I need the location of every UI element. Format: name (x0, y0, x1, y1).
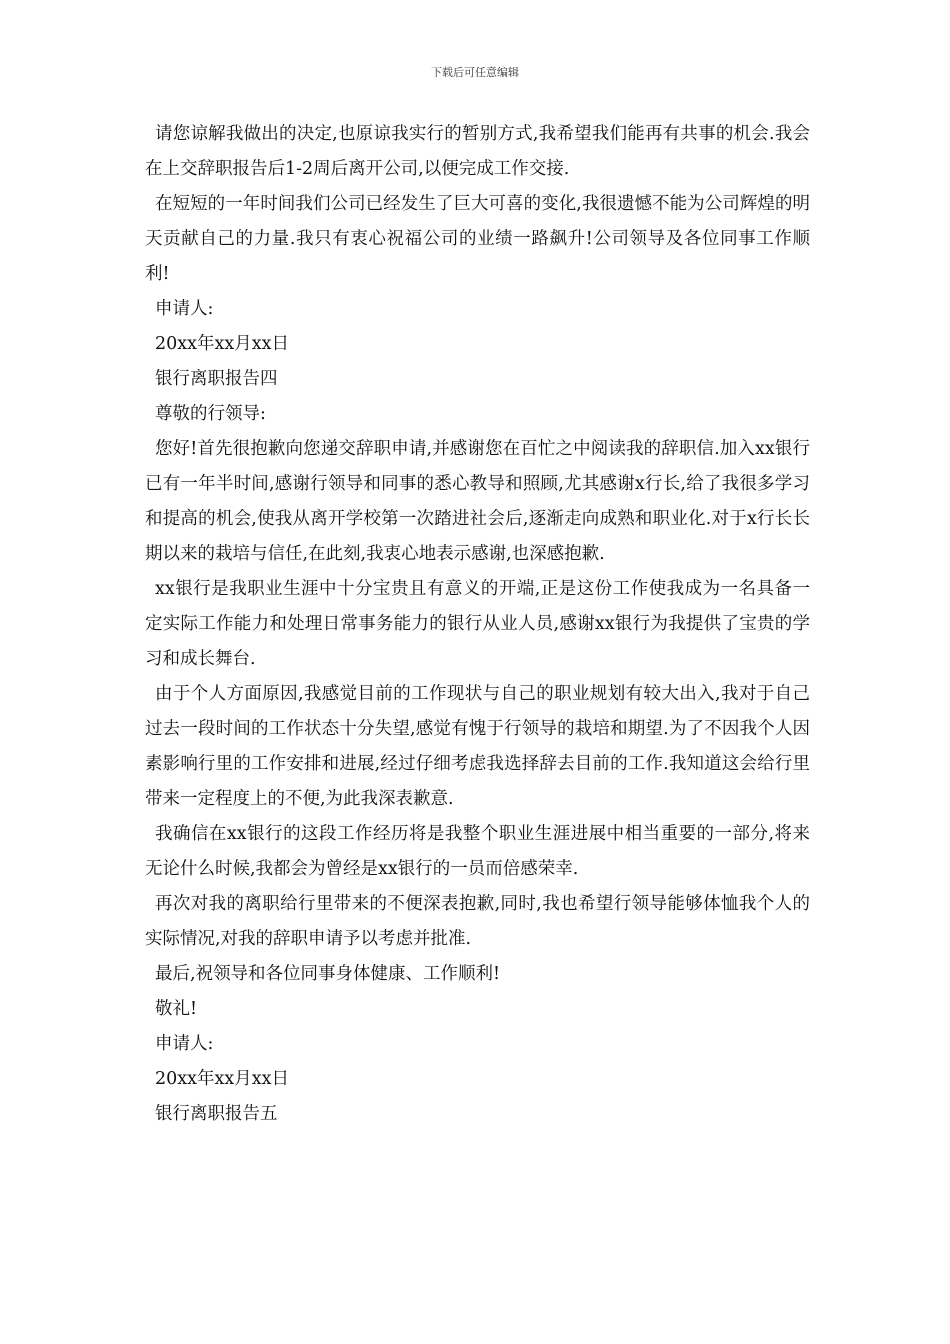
section-title-four: 银行离职报告四 (155, 369, 278, 389)
paragraph-request: 再次对我的离职给行里带来的不便深表抱歉,同时,我也希望行领导能够体恤我个人的实际情况,对我的辞职申请予以考虑并批准. (145, 894, 810, 949)
applicant-label-2: 申请人: (155, 1034, 214, 1054)
page-header-note: 下载后可任意编辑 (431, 66, 519, 79)
section-title-five: 银行离职报告五 (155, 1104, 278, 1124)
date-line: 20xx年xx月xx日 (155, 334, 289, 354)
paragraph-apology: 请您谅解我做出的决定,也原谅我实行的暂别方式,我希望我们能再有共事的机会.我会在上交辞职报告后1-2周后离开公司,以便完成工作交接. (145, 124, 810, 179)
document-body (145, 117, 810, 1132)
paragraph-experience: 我确信在xx银行的这段工作经历将是我整个职业生涯进展中相当重要的一部分,将来无论什么时候,我都会为曾经是xx银行的一员而倍感荣幸. (145, 824, 810, 879)
paragraph-greeting: 您好!首先很抱歉向您递交辞职申请,并感谢您在百忙之中阅读我的辞职信.加入xx银行已有一年半时间,感谢行领导和同事的悉心教导和照顾,尤其感谢x行长,给了我很多学习和提高的机会,使我从离开学校第一次踏进社会后,逐渐走向成熟和职业化.对于x行长长期以来的栽培与信任,在此刻,我衷心地表示感谢,也深感抱歉. (145, 439, 810, 564)
date-line-2: 20xx年xx月xx日 (155, 1069, 289, 1089)
paragraph-blessing: 在短短的一年时间我们公司已经发生了巨大可喜的变化,我很遗憾不能为公司辉煌的明天贡献自己的力量.我只有衷心祝福公司的业绩一路飙升!公司领导及各位同事工作顺利! (145, 194, 810, 284)
salutation: 尊敬的行领导: (155, 404, 266, 424)
paragraph-career-start: xx银行是我职业生涯中十分宝贵且有意义的开端,正是这份工作使我成为一名具备一定实际工作能力和处理日常事务能力的银行从业人员,感谢xx银行为我提供了宝贵的学习和成长舞台. (145, 579, 810, 669)
closing-salute: 敬礼! (155, 999, 198, 1019)
applicant-label: 申请人: (155, 299, 214, 319)
paragraph-wishes: 最后,祝领导和各位同事身体健康、工作顺利! (155, 964, 501, 984)
paragraph-reason: 由于个人方面原因,我感觉目前的工作现状与自己的职业规划有较大出入,我对于自己过去一段时间的工作状态十分失望,感觉有愧于行领导的栽培和期望.为了不因我个人因素影响行里的工作安排和进展,经过仔细考虑我选择辞去目前的工作.我知道这会给行里带来一定程度上的不便,为此我深表歉意. (145, 684, 810, 809)
